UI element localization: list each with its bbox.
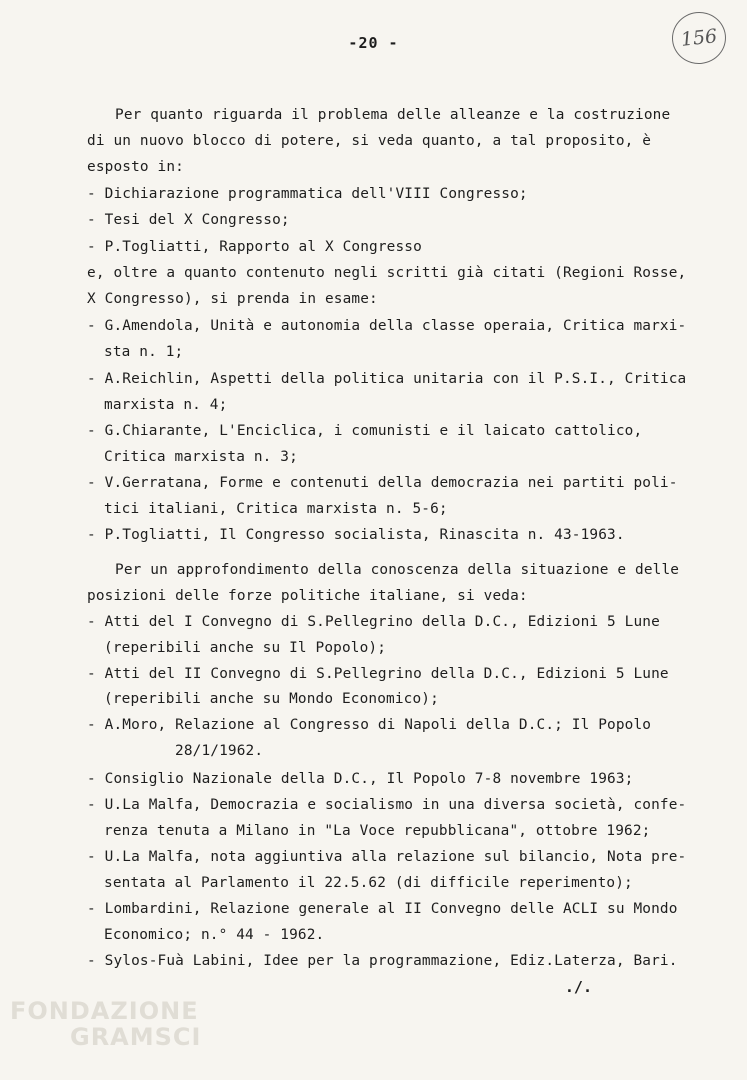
watermark-line: FONDAZIONE: [10, 997, 199, 1025]
text-line: renza tenuta a Milano in "La Voce repubblicana", ottobre 1962;: [104, 823, 651, 839]
text-line: - U.La Malfa, Democrazia e socialismo in una diversa società, confe-: [87, 797, 687, 813]
text-line: tici italiani, Critica marxista n. 5-6;: [104, 501, 448, 517]
text-line: e, oltre a quanto contenuto negli scritti già citati (Regioni Rosse,: [87, 265, 687, 281]
text-line: (reperibili anche su Il Popolo);: [104, 640, 387, 656]
text-line: - V.Gerratana, Forme e contenuti della democrazia nei partiti poli-: [87, 475, 678, 491]
text-line: Economico; n.° 44 - 1962.: [104, 927, 325, 943]
text-line: - A.Reichlin, Aspetti della politica unitaria con il P.S.I., Critica: [87, 371, 687, 387]
text-line: - P.Togliatti, Il Congresso socialista, Rinascita n. 43-1963.: [87, 527, 625, 543]
text-line: (reperibili anche su Mondo Economico);: [104, 691, 439, 707]
text-line: - Sylos-Fuà Labini, Idee per la programmazione, Ediz.Laterza, Bari.: [87, 953, 678, 969]
end-mark: ./.: [564, 978, 592, 996]
text-line: - Atti del II Convegno di S.Pellegrino della D.C., Edizioni 5 Lune: [87, 666, 669, 682]
text-line: - Dichiarazione programmatica dell'VIII Congresso;: [87, 186, 528, 202]
text-line: - Tesi del X Congresso;: [87, 212, 290, 228]
text-line: - U.La Malfa, nota aggiuntiva alla relazione sul bilancio, Nota pre-: [87, 849, 687, 865]
text-line: sta n. 1;: [104, 344, 184, 360]
text-line: - G.Chiarante, L'Enciclica, i comunisti e il laicato cattolico,: [87, 423, 643, 439]
text-line: Per quanto riguarda il problema delle alleanze e la costruzione: [115, 107, 671, 123]
text-line: - A.Moro, Relazione al Congresso di Napoli della D.C.; Il Popolo: [87, 717, 652, 733]
text-line: marxista n. 4;: [104, 397, 228, 413]
text-line: Per un approfondimento della conoscenza della situazione e delle: [115, 562, 680, 578]
text-line: posizioni delle forze politiche italiane, si veda:: [87, 588, 528, 604]
archive-stamp: 156: [669, 9, 728, 66]
text-line: esposto in:: [87, 159, 184, 175]
text-line: - Lombardini, Relazione generale al II Convegno delle ACLI su Mondo: [87, 901, 678, 917]
watermark-logo: [10, 998, 201, 1050]
text-line: sentata al Parlamento il 22.5.62 (di difficile reperimento);: [104, 875, 633, 891]
watermark-line: GRAMSCI: [70, 1023, 202, 1051]
text-line: - Consiglio Nazionale della D.C., Il Popolo 7-8 novembre 1963;: [87, 771, 634, 787]
text-line: Critica marxista n. 3;: [104, 449, 298, 465]
text-line: - G.Amendola, Unità e autonomia della classe operaia, Critica marxi-: [87, 318, 687, 334]
page-number: -20 -: [348, 34, 399, 52]
text-line: - P.Togliatti, Rapporto al X Congresso: [87, 239, 422, 255]
text-line: - Atti del I Convegno di S.Pellegrino della D.C., Edizioni 5 Lune: [87, 614, 660, 630]
text-line: 28/1/1962.: [175, 743, 264, 759]
text-line: X Congresso), si prenda in esame:: [87, 291, 378, 307]
text-line: di un nuovo blocco di potere, si veda quanto, a tal proposito, è: [87, 133, 652, 149]
